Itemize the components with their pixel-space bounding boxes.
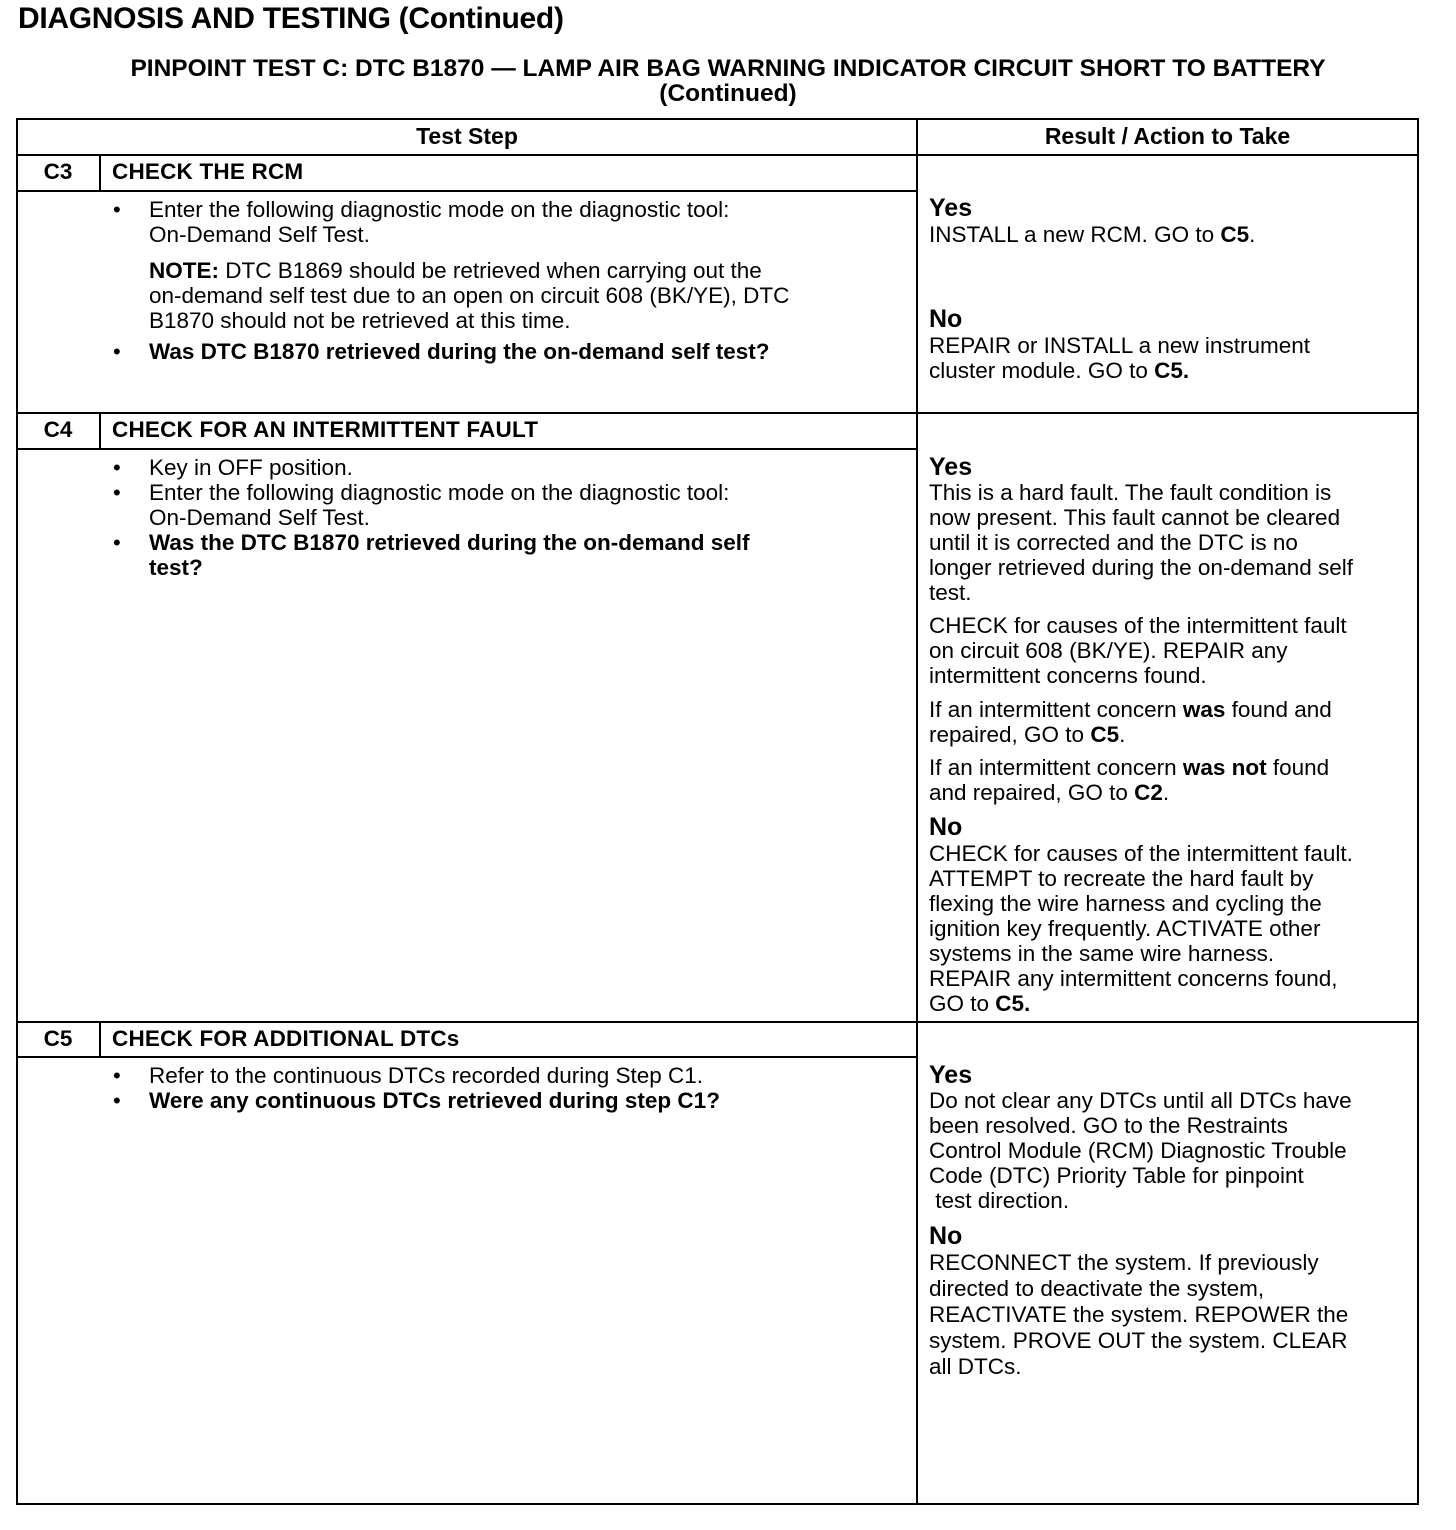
table-border-bottom <box>16 1503 1419 1505</box>
result-yes-text: INSTALL a new RCM. GO to C5. <box>929 222 1256 247</box>
result-no-label: No <box>929 813 963 841</box>
question-text: Were any continuous DTCs retrieved during step C1? <box>149 1088 720 1113</box>
result-no-text: RECONNECT the system. If previously directed to deactivate the system, REACTIVATE the system. REPOWER the system. PROVE OUT the system. CLEAR all DTCs. <box>929 1250 1349 1379</box>
subtitle-line-1: PINPOINT TEST C: DTC B1870 — LAMP AIR BAG WARNING INDICATOR CIRCUIT SHORT TO BATTERY <box>130 55 1326 82</box>
c4-title-divider <box>16 448 918 450</box>
step-number: C4 <box>43 417 73 442</box>
bullet: • <box>113 530 121 555</box>
step-title: CHECK FOR AN INTERMITTENT FAULT <box>112 417 539 442</box>
instruction-text: Enter the following diagnostic mode on the diagnostic tool: On-Demand Self Test. <box>149 480 730 530</box>
instruction-text: Refer to the continuous DTCs recorded during Step C1. <box>149 1063 704 1088</box>
c3-title-divider <box>16 190 918 192</box>
step-number: C3 <box>43 159 73 184</box>
table-border-right <box>1417 118 1419 1505</box>
pinpoint-test-subtitle <box>0 56 1456 106</box>
bullet: • <box>113 197 121 222</box>
instruction-text: Key in OFF position. <box>149 455 353 480</box>
result-yes-label: Yes <box>929 453 973 481</box>
bullet: • <box>113 455 121 480</box>
result-no-text: REPAIR or INSTALL a new instrument cluster module. GO to C5. <box>929 333 1310 383</box>
result-yes-label: Yes <box>929 194 973 222</box>
result-no-text: CHECK for causes of the intermittent fault. ATTEMPT to recreate the hard fault by flexing the wire harness and cycling the ignition key frequently. ACTIVATE other systems in the same wire harness. REPAIR any intermittent concerns found, GO to C5. <box>929 841 1353 1016</box>
note-label: NOTE: <box>149 258 219 283</box>
result-yes-paragraph: This is a hard fault. The fault condition is now present. This fault cannot be cleared until it is corrected and the DTC is no longer retrieved during the on-demand self test. <box>929 480 1354 605</box>
row-divider-c4-c5 <box>16 1021 1419 1023</box>
step-number: C5 <box>43 1026 73 1051</box>
bullet: • <box>113 1088 121 1113</box>
row-divider-c3-c4 <box>16 412 1419 414</box>
table-border-left <box>16 118 18 1505</box>
table-border-top <box>16 118 1419 120</box>
result-yes-paragraph: If an intermittent concern was found and repaired, GO to C5. <box>929 697 1332 747</box>
c3-number-divider <box>99 154 101 191</box>
result-yes-paragraph: CHECK for causes of the intermittent fault on circuit 608 (BK/YE). REPAIR any intermittent concerns found. <box>929 613 1347 688</box>
question-text: Was DTC B1870 retrieved during the on-demand self test? <box>149 339 770 364</box>
c5-number-divider <box>99 1021 101 1058</box>
bullet: • <box>113 339 121 364</box>
c4-number-divider <box>99 412 101 449</box>
subtitle-line-2: (Continued) <box>659 80 797 107</box>
result-yes-label: Yes <box>929 1061 973 1089</box>
header-row-divider <box>16 154 1419 156</box>
step-title: CHECK THE RCM <box>112 159 304 184</box>
step-title: CHECK FOR ADDITIONAL DTCs <box>112 1026 460 1051</box>
column-header-test-step: Test Step <box>416 123 518 149</box>
note-text: NOTE: DTC B1869 should be retrieved when carrying out the on-demand self test due to an open on circuit 608 (BK/YE), DTC B1870 should not be retrieved at this time. <box>149 258 790 333</box>
bullet: • <box>113 480 121 505</box>
result-no-label: No <box>929 305 963 333</box>
instruction-text: Enter the following diagnostic mode on the diagnostic tool: On-Demand Self Test. <box>149 197 730 247</box>
c5-title-divider <box>16 1056 918 1058</box>
result-no-label: No <box>929 1222 963 1250</box>
bullet: • <box>113 1063 121 1088</box>
page-title: DIAGNOSIS AND TESTING (Continued) <box>18 2 564 35</box>
question-text: Was the DTC B1870 retrieved during the on-demand self test? <box>149 530 750 580</box>
result-yes-paragraph: If an intermittent concern was not found and repaired, GO to C2. <box>929 755 1330 805</box>
column-divider <box>916 118 918 1505</box>
result-yes-text: Do not clear any DTCs until all DTCs have been resolved. GO to the Restraints Control Module (RCM) Diagnostic Trouble Code (DTC) Priority Table for pinpoint test direction. <box>929 1088 1352 1213</box>
column-header-result: Result / Action to Take <box>1044 123 1291 149</box>
